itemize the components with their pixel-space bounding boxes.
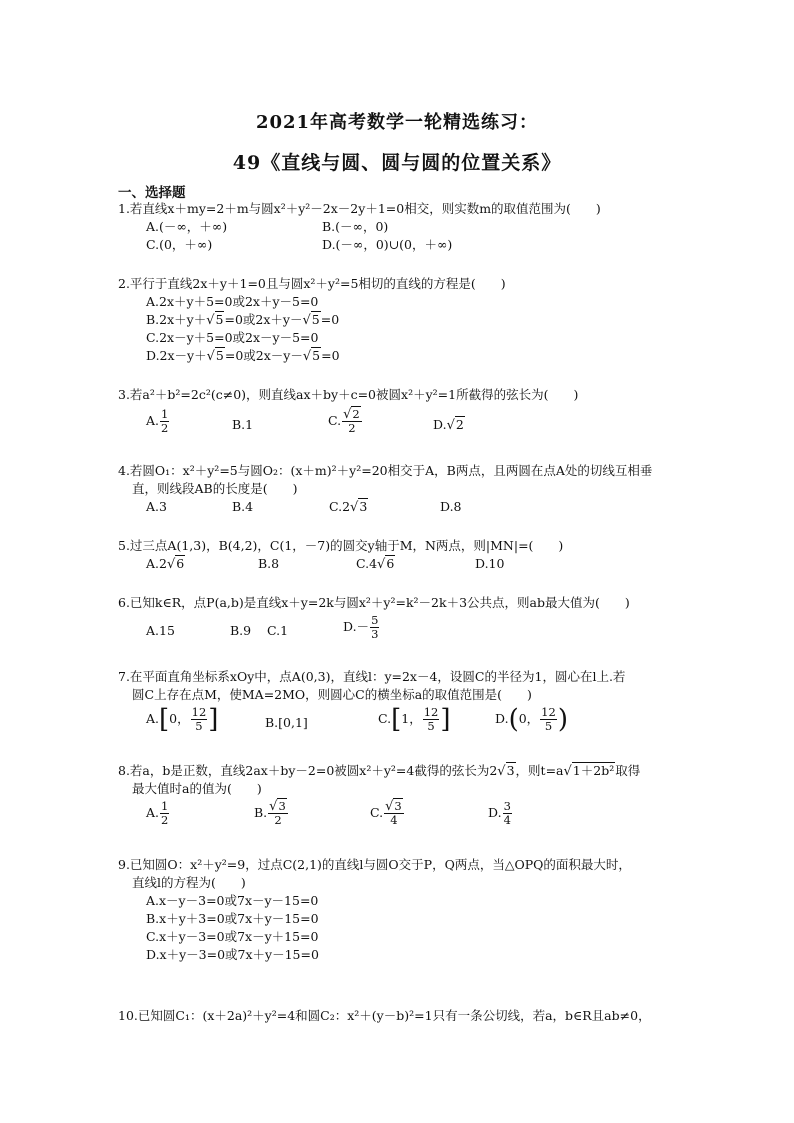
q5-option-d: D.10 [475,556,505,571]
q4-option-d: D.8 [440,499,462,514]
q2-option-b: B.2x＋y＋√5=0或2x＋y－√5=0 [146,312,340,328]
q2-option-a: A.2x＋y＋5=0或2x＋y－5=0 [146,294,319,309]
question-9-stem-line2: 直线l的方程为( ) [132,875,246,890]
q9-option-a: A.x－y－3=0或7x－y－15=0 [146,893,319,908]
q3-option-a: A. $\frac{1}{2}$ [146,407,169,435]
q6-option-b: B.9 [230,623,252,638]
question-9-stem-line1: 9.已知圆O：x²＋y²=9，过点C(2,1)的直线l与圆O交于P，Q两点，当△OPQ的面积最大时， [118,857,631,872]
q6-option-a: A.15 [146,623,175,638]
q8-option-b: B. $\frac{√3}{2}$ [254,799,286,827]
question-1-stem: 1.若直线x＋my=2＋m与圆x²＋y²－2x－2y＋1=0相交，则实数m的取值范围为( ) [118,201,601,216]
q8-option-c: C. $\frac{√3}{4}$ [370,799,402,827]
page-title: 2021年高考数学一轮精选练习： [255,112,539,133]
question-7-stem-line2: 圆C上存在点M，使MA=2MO，则圆心C的横坐标a的取值范围是( ) [132,687,532,702]
q3-option-c: C. $\frac{√2}{2}$ [328,407,360,435]
question-8-stem-line2: 最大值时a的值为( ) [132,781,262,796]
q7-option-c: C.[1， $\frac{12}{5}$ ] [378,704,451,735]
q9-option-c: C.x＋y－3=0或7x－y＋15=0 [146,929,319,944]
q9-option-b: B.x＋y＋3=0或7x＋y－15=0 [146,911,319,926]
q8-option-d: D. $\frac{3}{4}$ [488,799,511,827]
q2-option-d: D.2x－y＋√5=0或2x－y－√5=0 [146,348,340,364]
question-4-stem-line1: 4.若圆O₁：x²＋y²=5与圆O₂：(x＋m)²＋y²=20相交于A，B两点，且两圆在点A处的切线互相垂 [118,463,653,478]
question-6-stem: 6.已知k∈R，点P(a,b)是直线x＋y=2k与圆x²＋y²=k²－2k＋3公共点，则ab最大值为( ) [118,595,630,610]
q8-option-a: A. $\frac{1}{2}$ [146,799,169,827]
question-7-stem-line1: 7.在平面直角坐标系xOy中，点A(0,3)，直线l：y=2x－4，设圆C的半径为1，圆心在l上.若 [118,669,626,684]
q9-option-d: D.x＋y－3=0或7x＋y－15=0 [146,947,319,962]
q1-option-d: D.(－∞，0)∪(0，＋∞) [322,237,453,252]
section-heading: 一、选择题 [118,185,186,201]
q4-option-c: C.2√3 [329,499,368,515]
q4-option-b: B.4 [232,499,254,514]
question-8-stem-line1: 8.若a，b是正数，直线2ax＋by－2=0被圆x²＋y²=4截得的弦长为2√3，则t=a√1＋2b²取得 [118,763,641,779]
q1-option-c: C.(0，＋∞) [146,237,213,252]
q5-option-b: B.8 [258,556,280,571]
q7-option-a: A.[0， $\frac{12}{5}$ ] [146,704,219,735]
question-3-stem: 3.若a²＋b²=2c²(c≠0)，则直线ax＋by＋c=0被圆x²＋y²=1所截得的弦长为( ) [118,387,579,402]
q7-option-b: B.[0,1] [265,715,308,730]
q1-option-b: B.(－∞，0) [322,219,389,234]
q3-option-d: D.√2 [433,417,464,433]
question-4-stem-line2: 直，则线段AB的长度是( ) [132,481,298,496]
question-5-stem: 5.过三点A(1,3)，B(4,2)，C(1，－7)的圆交y轴于M，N两点，则|MN|=( ) [118,538,564,553]
question-2-stem: 2.平行于直线2x＋y＋1=0且与圆x²＋y²=5相切的直线的方程是( ) [118,276,506,291]
q1-option-a: A.(－∞，＋∞) [146,219,228,234]
q5-option-c: C.4√6 [356,556,395,572]
q6-option-c: C.1 [267,623,289,638]
question-10-stem: 10.已知圆C₁：(x＋2a)²＋y²=4和圆C₂：x²＋(y－b)²=1只有一条公切线，若a，b∈R且ab≠0， [118,1008,651,1023]
q3-option-b: B.1 [232,417,254,432]
q5-option-a: A.2√6 [146,556,185,572]
q7-option-d: D.(0， $\frac{12}{5}$ ) [495,704,568,735]
q6-option-d: D.－ $\frac{5}{3}$ [343,613,379,641]
q4-option-a: A.3 [146,499,167,514]
q2-option-c: C.2x－y＋5=0或2x－y－5=0 [146,330,319,345]
page-subtitle: 49《直线与圆、圆与圆的位置关系》 [232,152,562,174]
